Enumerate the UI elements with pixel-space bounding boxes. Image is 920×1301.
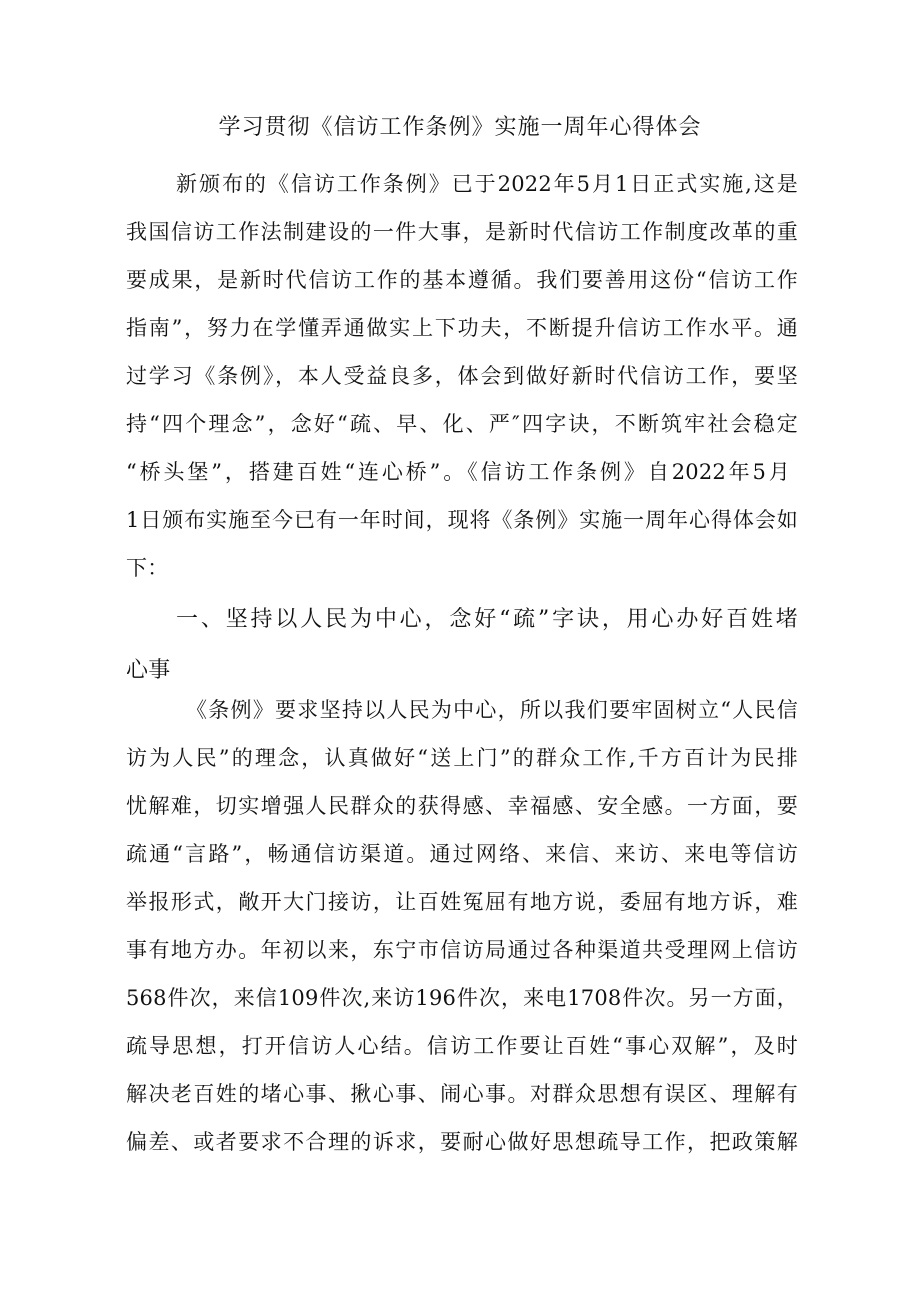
paragraph-line: 持“四个理念”，念好“疏、早、化、严″四字诀，不断筑牢社会稳定: [126, 412, 798, 436]
paragraph-line: 我国信访工作法制建设的一件大事，是新时代信访工作制度改革的重: [126, 220, 798, 244]
paragraph-line: 新颁布的《信访工作条例》已于2022年5月1日正式实施,这是: [176, 172, 798, 196]
paragraph-line: 解决老百姓的堵心事、揪心事、闹心事。对群众思想有误区、理解有: [126, 1082, 798, 1106]
paragraph-line: 1日颁布实施至今已有一年时间，现将《条例》实施一周年心得体会如: [126, 508, 798, 532]
paragraph-line: 访为人民”的理念，认真做好“送上门”的群众工作,千方百计为民排: [126, 746, 798, 770]
document-title: 学习贯彻《信访工作条例》实施一周年心得体会: [218, 115, 702, 140]
paragraph-line: 《条例》要求坚持以人民为中心，所以我们要牢固树立“人民信: [186, 698, 798, 722]
paragraph-line: 忧解难，切实增强人民群众的获得感、幸福感、安全感。一方面，要: [126, 794, 798, 818]
paragraph-line: 指南”，努力在学懂弄通做实上下功夫，不断提升信访工作水平。通: [126, 316, 798, 340]
heading-line: 一、坚持以人民为中心，念好“疏”字诀，用心办好百姓堵: [176, 607, 798, 632]
paragraph-line: 举报形式，敞开大门接访，让百姓冤屈有地方说，委屈有地方诉，难: [126, 890, 798, 914]
paragraph-line: 要成果，是新时代信访工作的基本遵循。我们要善用这份“信访工作: [126, 268, 798, 292]
paragraph-line: 疏通“言路”，畅通信访渠道。通过网络、来信、来访、来电等信访: [126, 842, 798, 866]
paragraph-line: “桥头堡”，搭建百姓“连心桥”。《信访工作条例》自2022年5月: [126, 460, 790, 484]
paragraph-line: 568件次，来信109件次,来访196件次，来电1708件次。另一方面，: [126, 986, 798, 1010]
section-paragraph: [126, 686, 798, 1166]
paragraph-line: 疏导思想，打开信访人心结。信访工作要让百姓“事心双解”，及时: [126, 1034, 798, 1058]
paragraph-line: 过学习《条例》，本人受益良多，体会到做好新时代信访工作，要坚: [126, 364, 798, 388]
paragraph-line: 事有地方办。年初以来，东宁市信访局通过各种渠道共受理网上信访: [126, 938, 798, 962]
heading-line: 心事: [126, 658, 171, 683]
paragraph-line: 下：: [126, 556, 169, 580]
intro-paragraph: [126, 160, 798, 592]
section-heading: [126, 594, 798, 696]
paragraph-line: 偏差、或者要求不合理的诉求，要耐心做好思想疏导工作，把政策解: [126, 1130, 798, 1154]
